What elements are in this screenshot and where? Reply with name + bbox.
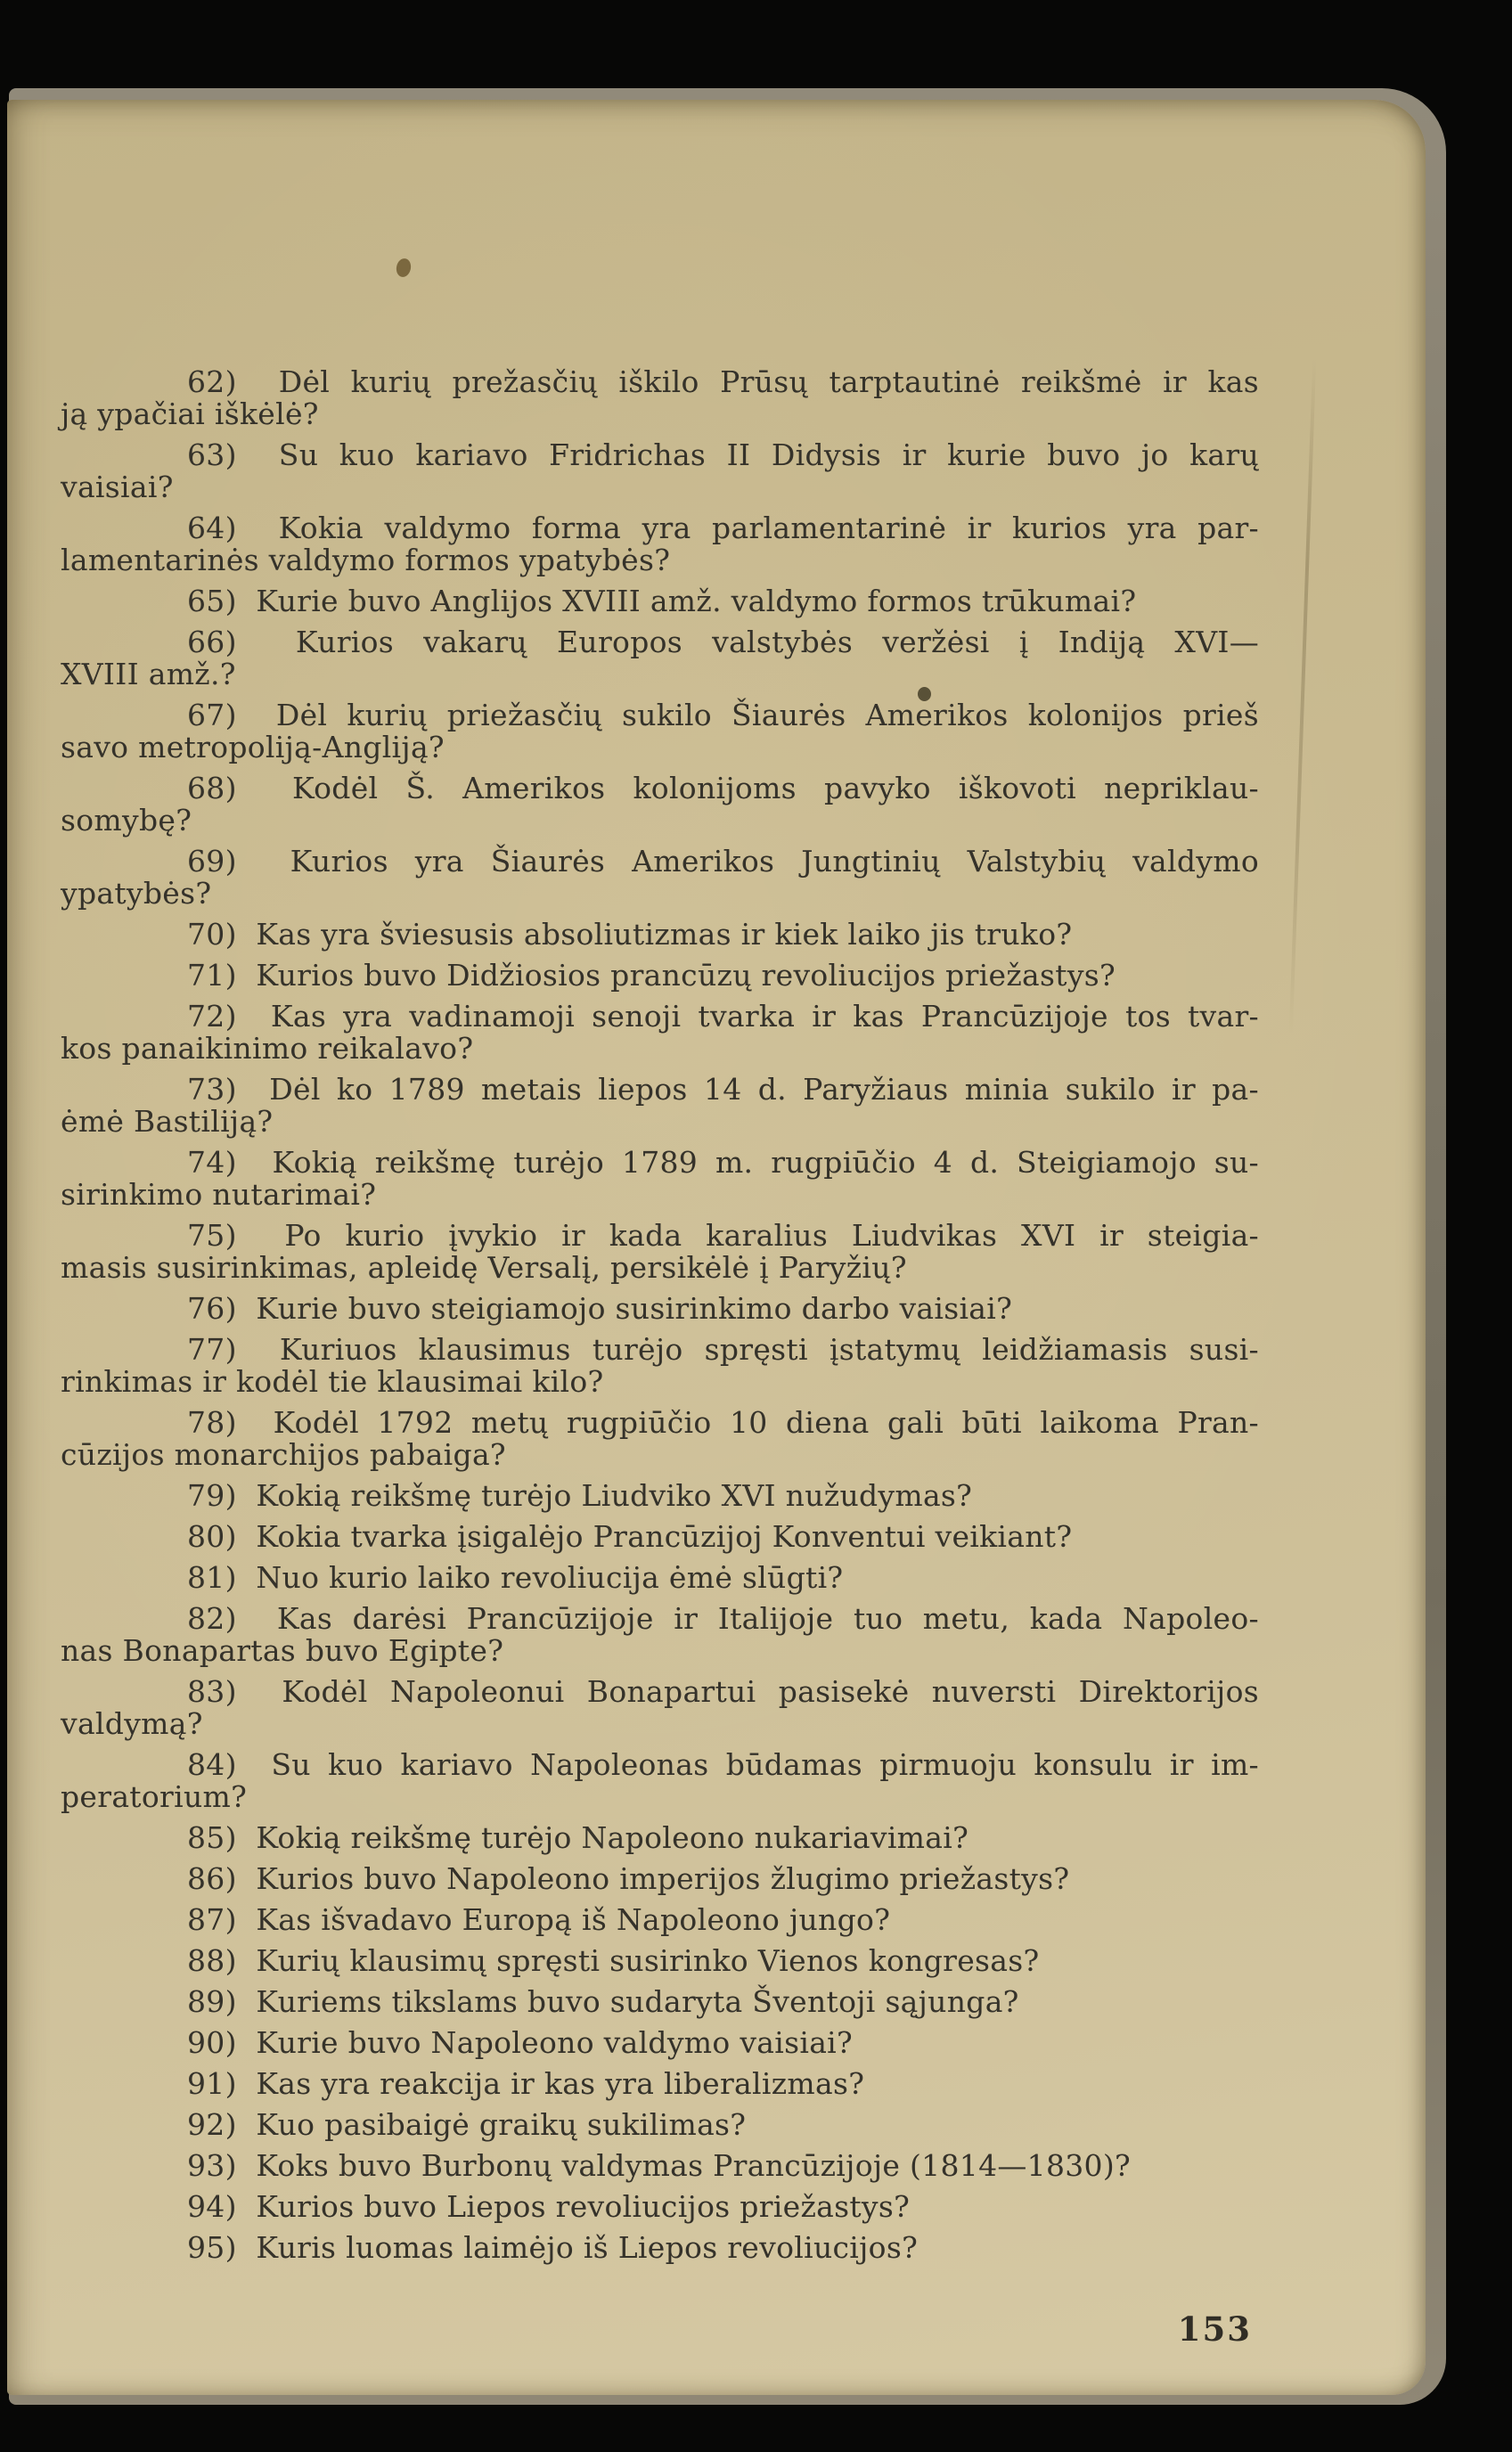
paper-crease [1289,358,1317,1035]
question-line: 84) Su kuo kariavo Napoleonas būdamas pirmuoju konsulu ir im- [187,1747,1259,1782]
question-line: 77) Kuriuos klausimus turėjo spręsti įstatymų leidžiamasis susi- [187,1332,1259,1367]
question-line: ypatybės? [61,876,212,911]
question-69 [61,846,1259,910]
question-line: 72) Kas yra vadinamoji senoji tvarka ir kas Prancūzijoje tos tvar- [187,999,1259,1034]
question-line: 86) Kurios buvo Napoleono imperijos žlugimo priežastys? [187,1861,1070,1896]
question-line: 73) Dėl ko 1789 metais liepos 14 d. Paryžiaus minia sukilo ir pa- [187,1072,1259,1107]
question-line: 95) Kuris luomas laimėjo iš Liepos revoliucijos? [187,2230,919,2265]
question-line: 94) Kurios buvo Liepos revoliucijos priežastys? [187,2189,911,2224]
question-line: valdymą? [61,1706,203,1741]
question-line: 64) Kokia valdymo forma yra parlamentarinė ir kurios yra par- [187,511,1259,545]
question-93 [61,2150,1259,2182]
question-line: 63) Su kuo kariavo Fridrichas II Didysis ir kurie buvo jo karų [187,437,1259,472]
question-78 [61,1407,1259,1471]
question-65 [61,585,1259,617]
question-83 [61,1676,1259,1740]
question-84 [61,1749,1259,1813]
question-86 [61,1863,1259,1895]
question-85 [61,1822,1259,1854]
question-95 [61,2232,1259,2264]
question-line: 71) Kurios buvo Didžiosios prancūzų revoliucijos priežastys? [187,958,1116,993]
question-line: 69) Kurios yra Šiaurės Amerikos Jungtinių Valstybių valdymo [187,844,1259,879]
question-82 [61,1603,1259,1667]
question-66 [61,626,1259,691]
question-line: 83) Kodėl Napoleonui Bonapartui pasisekė nuversti Direktorijos [187,1674,1259,1709]
question-line: ją ypačiai iškėlė? [61,396,319,431]
question-line: 91) Kas yra reakcija ir kas yra liberalizmas? [187,2066,865,2101]
question-line: ėmė Bastiliją? [61,1104,274,1139]
question-line: 82) Kas darėsi Prancūzijoje ir Italijoje tuo metu, kada Napoleo- [187,1601,1259,1636]
question-line: 92) Kuo pasibaigė graikų sukilimas? [187,2107,747,2142]
question-line: peratorium? [61,1779,248,1814]
questions-list [61,366,1259,2273]
question-70 [61,919,1259,951]
question-71 [61,960,1259,992]
question-88 [61,1945,1259,1977]
question-76 [61,1293,1259,1325]
question-77 [61,1334,1259,1398]
question-94 [61,2191,1259,2223]
question-line: sirinkimo nutarimai? [61,1177,377,1212]
question-89 [61,1986,1259,2018]
question-line: 62) Dėl kurių prežasčių iškilo Prūsų tarptautinė reikšmė ir kas [187,364,1259,399]
question-line: XVIII amž.? [61,657,236,691]
question-73 [61,1074,1259,1138]
question-line: nas Bonapartas buvo Egipte? [61,1633,504,1668]
question-80 [61,1521,1259,1553]
question-line: 85) Kokią reikšmę turėjo Napoleono nukariavimai? [187,1820,969,1855]
question-line: 93) Koks buvo Burbonų valdymas Prancūzijoje (1814—1830)? [187,2148,1132,2183]
question-line: 79) Kokią reikšmę turėjo Liudviko XVI nužudymas? [187,1478,973,1513]
question-81 [61,1562,1259,1594]
question-line: masis susirinkimas, apleidę Versalį, persikėlė į Paryžių? [61,1250,907,1285]
question-line: kos panaikinimo reikalavo? [61,1031,474,1066]
question-90 [61,2027,1259,2059]
question-line: 66) Kurios vakarų Europos valstybės veržėsi į Indiją XVI— [187,625,1259,659]
book-page [7,100,1426,2395]
question-91 [61,2068,1259,2100]
question-line: vaisiai? [61,470,174,504]
question-line: 75) Po kurio įvykio ir kada karalius Liudvikas XVI ir steigia- [187,1218,1259,1253]
question-line: 88) Kurių klausimų spręsti susirinko Vienos kongresas? [187,1943,1040,1978]
question-line: 68) Kodėl Š. Amerikos kolonijoms pavyko iškovoti nepriklau- [187,771,1259,805]
question-line: rinkimas ir kodėl tie klausimai kilo? [61,1364,604,1399]
question-line: somybę? [61,803,192,838]
question-67 [61,699,1259,764]
question-line: 80) Kokia tvarka įsigalėjo Prancūzijoj Konventui veikiant? [187,1519,1073,1554]
question-63 [61,439,1259,503]
question-68 [61,772,1259,837]
question-line: 74) Kokią reikšmę turėjo 1789 m. rugpiūčio 4 d. Steigiamojo su- [187,1145,1259,1180]
question-line: 76) Kurie buvo steigiamojo susirinkimo darbo vaisiai? [187,1291,1013,1326]
question-75 [61,1220,1259,1284]
question-line: 65) Kurie buvo Anglijos XVIII amž. valdymo formos trūkumai? [187,584,1137,618]
question-72 [61,1001,1259,1065]
question-line: 81) Nuo kurio laiko revoliucija ėmė slūgti? [187,1560,844,1595]
question-line: lamentarinės valdymo formos ypatybės? [61,543,671,577]
question-line: 89) Kuriems tikslams buvo sudaryta Šventoji sąjunga? [187,1984,1019,2019]
ink-spot [395,257,413,279]
question-line: 87) Kas išvadavo Europą iš Napoleono jungo? [187,1902,891,1937]
question-62 [61,366,1259,430]
question-74 [61,1147,1259,1211]
question-64 [61,512,1259,576]
question-87 [61,1904,1259,1936]
question-line: savo metropoliją-Angliją? [61,730,445,764]
question-line: 67) Dėl kurių priežasčių sukilo Šiaurės Amerikos kolonijos prieš [187,698,1259,732]
question-line: cūzijos monarchijos pabaiga? [61,1437,506,1472]
question-line: 70) Kas yra šviesusis absoliutizmas ir kiek laiko jis truko? [187,917,1073,952]
page-number: 153 [1177,2309,1252,2349]
question-79 [61,1480,1259,1512]
question-92 [61,2109,1259,2141]
question-line: 78) Kodėl 1792 metų rugpiūčio 10 diena gali būti laikoma Pran- [187,1405,1259,1440]
question-line: 90) Kurie buvo Napoleono valdymo vaisiai? [187,2025,854,2060]
